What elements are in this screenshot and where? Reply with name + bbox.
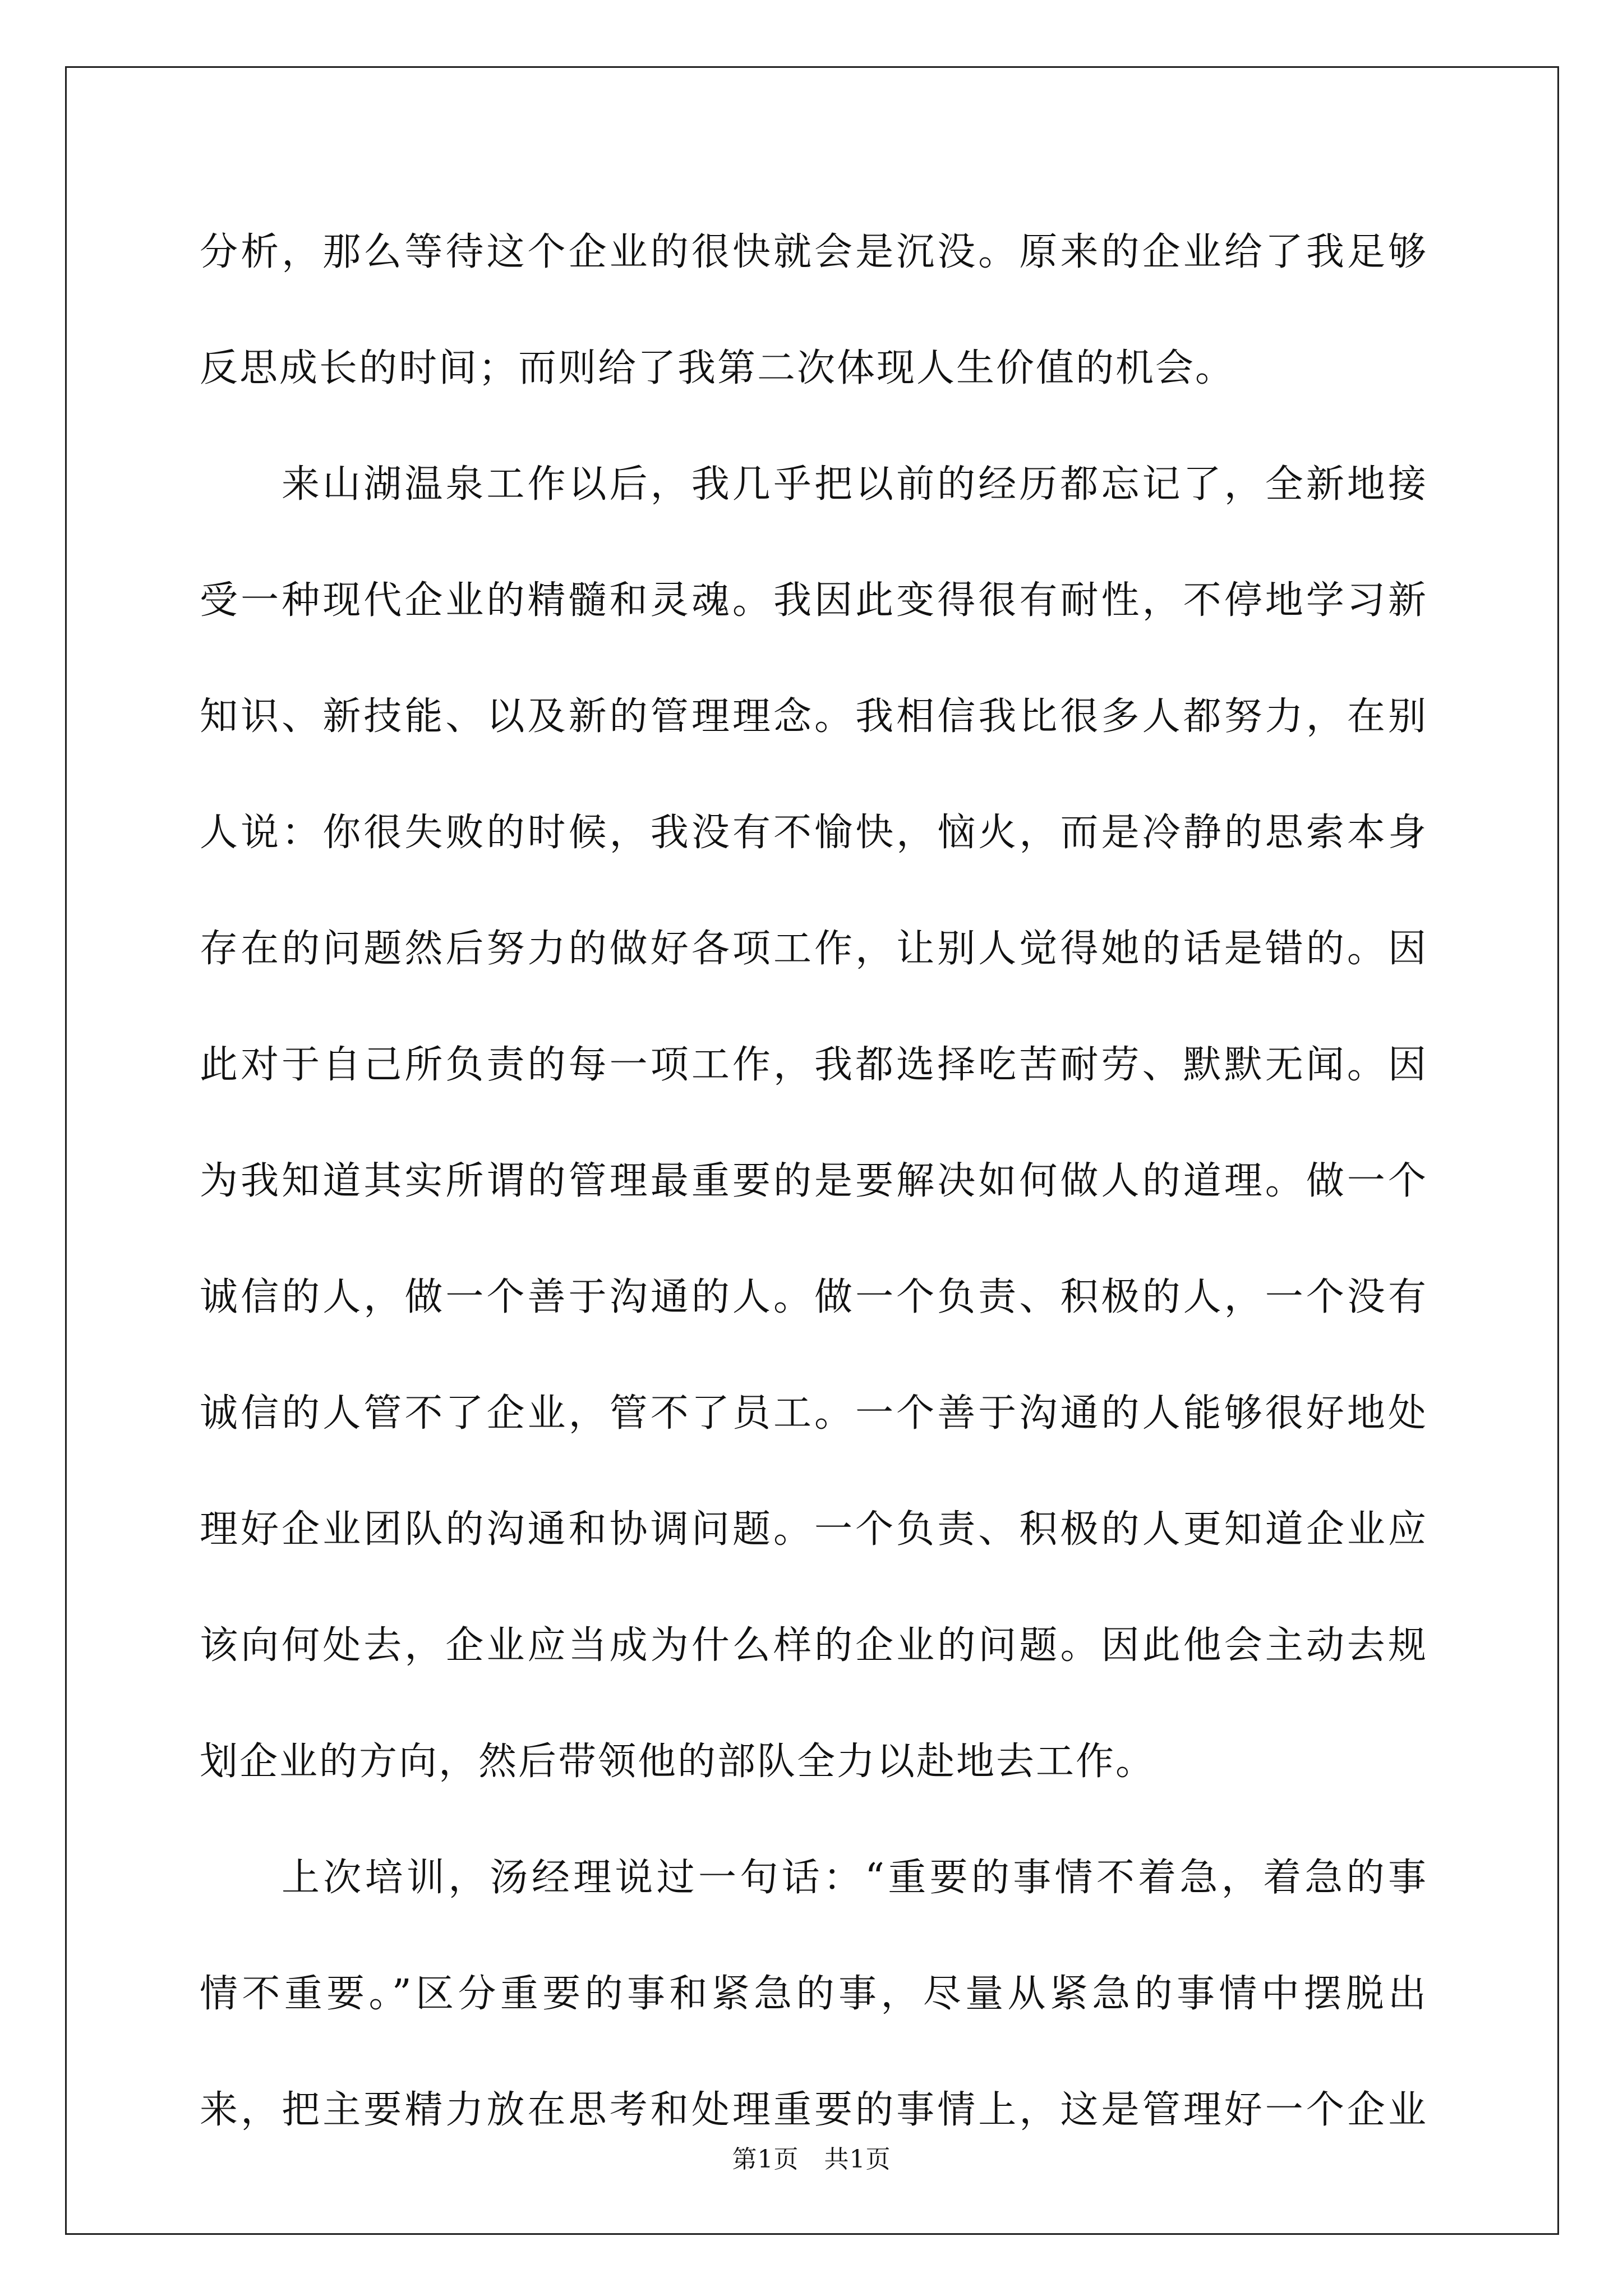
text-line: 此对于自己所负责的每一项工作，我都选择吃苦耐劳、默默无闻。因 (200, 1043, 1428, 1087)
text-line: 来山湖温泉工作以后，我几乎把以前的经历都忘记了，全新地接 (282, 462, 1428, 507)
text-line: 理好企业团队的沟通和协调问题。一个负责、积极的人更知道企业应 (200, 1507, 1428, 1552)
text-line: 受一种现代企业的精髓和灵魂。我因此变得很有耐性，不停地学习新 (200, 578, 1428, 623)
page-footer: 第1页 共1页 (732, 2145, 891, 2174)
text-line: 诚信的人管不了企业，管不了员工。一个善于沟通的人能够很好地处 (200, 1391, 1428, 1435)
text-line: 划企业的方向，然后带领他的部队全力以赴地去工作。 (200, 1740, 1156, 1784)
text-line: 知识、新技能、以及新的管理理念。我相信我比很多人都努力，在别 (200, 694, 1428, 739)
text-line: 上次培训，汤经理说过一句话：“重要的事情不着急，着急的事 (282, 1856, 1428, 1900)
document-body (200, 210, 1428, 2184)
text-line: 分析，那么等待这个企业的很快就会是沉没。原来的企业给了我足够 (200, 230, 1428, 274)
text-line: 反思成长的时间；而则给了我第二次体现人生价值的机会。 (200, 346, 1235, 390)
text-line: 人说：你很失败的时候，我没有不愉快，恼火，而是冷静的思索本身 (200, 811, 1428, 855)
text-line: 为我知道其实所谓的管理最重要的是要解决如何做人的道理。做一个 (200, 1159, 1428, 1203)
text-line: 来，把主要精力放在思考和处理重要的事情上，这是管理好一个企业 (200, 2088, 1428, 2132)
text-line: 情不重要。”区分重要的事和紧急的事，尽量从紧急的事情中摆脱出 (200, 1972, 1428, 2016)
text-line: 存在的问题然后努力的做好各项工作，让别人觉得她的话是错的。因 (200, 927, 1428, 971)
text-line: 该向何处去，企业应当成为什么样的企业的问题。因此他会主动去规 (200, 1623, 1428, 1668)
text-line: 诚信的人，做一个善于沟通的人。做一个负责、积极的人，一个没有 (200, 1275, 1428, 1319)
